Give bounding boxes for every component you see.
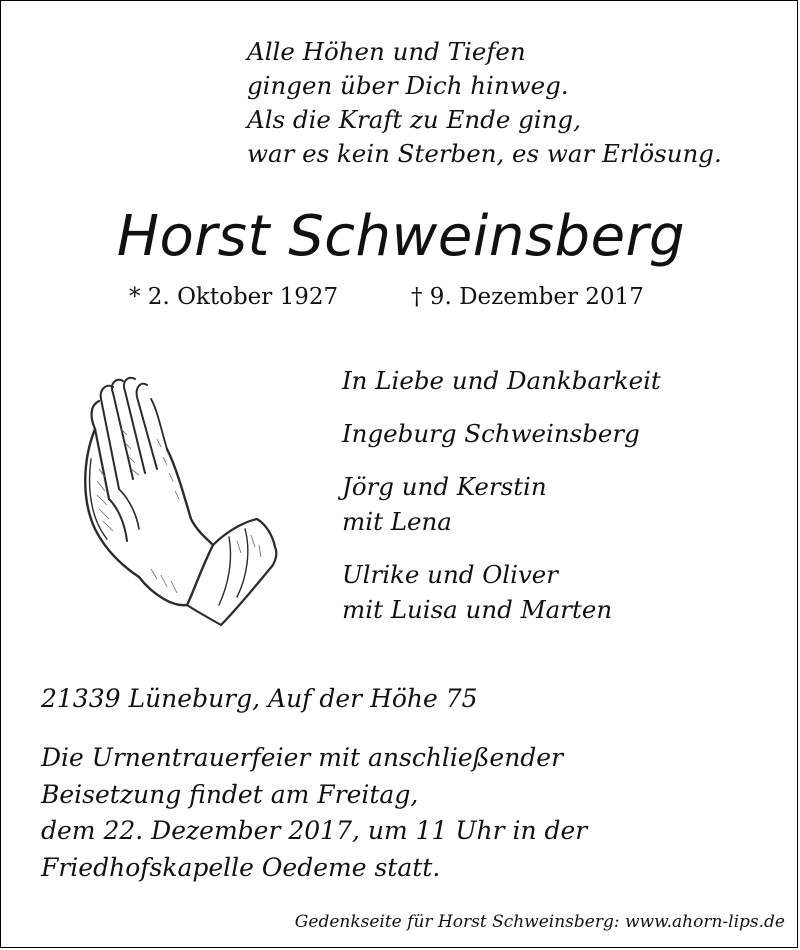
praying-hands-icon	[61, 369, 286, 637]
ceremony-line: dem 22. Dezember 2017, um 11 Uhr in der	[41, 816, 588, 845]
mourner-group	[342, 557, 661, 627]
poem-line: Alle Höhen und Tiefen	[247, 37, 526, 66]
mourners	[342, 363, 661, 645]
mourner-line: Jörg und Kerstin	[342, 472, 547, 501]
mourner-line: mit Luisa und Marten	[342, 595, 613, 624]
poem-line: gingen über Dich hinweg.	[247, 71, 569, 100]
mourner-line: Ingeburg Schweinsberg	[342, 419, 640, 448]
mourner-group	[342, 416, 661, 451]
poem-line: Als die Kraft zu Ende ging,	[247, 105, 581, 134]
ceremony-line: Friedhofskapelle Oedeme statt.	[41, 852, 441, 882]
memorial-page-footer: Gedenkseite für Horst Schweinsberg: www.ahorn-lips.de	[294, 912, 785, 932]
mourner-line: mit Lena	[342, 507, 452, 536]
ceremony-line: Die Urnentrauerfeier mit anschließender	[41, 743, 564, 772]
ceremony-line: Beisetzung findet am Freitag,	[41, 779, 419, 809]
mourners-intro: In Liebe und Dankbarkeit	[342, 366, 661, 395]
mourner-group	[342, 469, 661, 539]
death-date: † 9. Dezember 2017	[411, 284, 644, 310]
family-address: 21339 Lüneburg, Auf der Höhe 75	[41, 684, 478, 713]
mourner-line: Ulrike und Oliver	[342, 560, 559, 589]
poem-line: war es kein Sterben, es war Erlösung.	[247, 139, 722, 168]
poem	[247, 35, 722, 171]
deceased-name: Horst Schweinsberg	[116, 204, 686, 269]
ceremony-details	[41, 740, 587, 886]
birth-date: * 2. Oktober 1927	[129, 284, 339, 310]
